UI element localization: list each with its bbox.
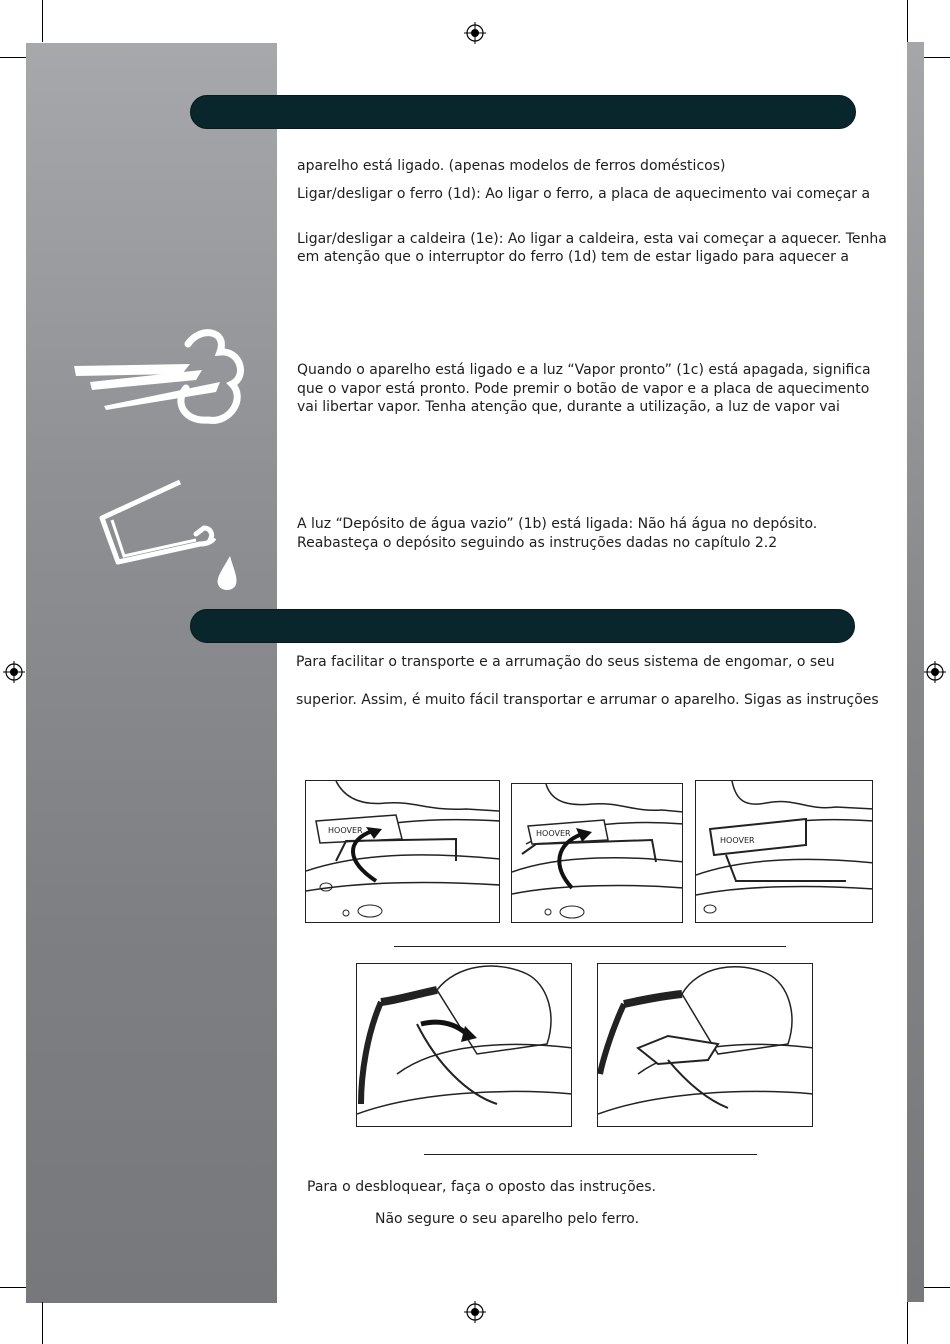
- divider-line: [424, 1154, 757, 1155]
- section-header-bar: [190, 609, 855, 643]
- lock-step-illustration-3: [695, 780, 873, 923]
- registration-mark-icon: [3, 661, 25, 683]
- brand-label: HOOVER: [536, 829, 571, 838]
- body-text-line: vai libertar vapor. Tenha atenção que, durante a utilização, a luz de vapor vai: [297, 399, 840, 415]
- section-header-bar: [190, 95, 856, 129]
- crop-mark: [924, 1287, 950, 1288]
- unlock-instruction: Para o desbloquear, faça o oposto das instruções.: [307, 1179, 657, 1195]
- right-edge-strip: [907, 42, 924, 1302]
- cord-lock-illustration-2: [597, 963, 813, 1127]
- lock-step-illustration-1: [305, 780, 500, 923]
- body-text-line: em atenção que o interruptor do ferro (1d) tem de estar ligado para aquecer a: [297, 249, 849, 265]
- body-text-line: Ligar/desligar o ferro (1d): Ao ligar o ferro, a placa de aquecimento vai começar a: [297, 186, 871, 202]
- brand-label: HOOVER: [328, 826, 363, 835]
- body-text-line: Reabasteça o depósito seguindo as instruções dadas no capítulo 2.2: [297, 535, 778, 551]
- crop-mark: [0, 57, 26, 58]
- crop-mark: [42, 1302, 43, 1344]
- grey-sidebar: [26, 43, 277, 1303]
- body-text-line: que o vapor está pronto. Pode premir o botão de vapor e a placa de aquecimento: [297, 381, 870, 397]
- crop-mark: [42, 0, 43, 42]
- crop-mark: [0, 1287, 26, 1288]
- crop-mark: [907, 0, 908, 42]
- warning-text: Não segure o seu aparelho pelo ferro.: [375, 1211, 640, 1227]
- body-text-line: Para facilitar o transporte e a arrumação do seus sistema de engomar, o seu: [296, 654, 835, 670]
- steam-icon: [70, 328, 255, 428]
- water-tank-icon: [96, 478, 246, 596]
- body-text-line: superior. Assim, é muito fácil transportar e arrumar o aparelho. Sigas as instruções: [296, 692, 879, 708]
- body-text-line: Ligar/desligar a caldeira (1e): Ao ligar a caldeira, esta vai começar a aquecer. Tenha: [297, 231, 887, 247]
- cord-lock-illustration-1: [356, 963, 572, 1127]
- registration-mark-icon: [464, 1301, 486, 1323]
- body-text-line: A luz “Depósito de água vazio” (1b) está ligada: Não há água no depósito.: [297, 516, 818, 532]
- body-text-line: aparelho está ligado. (apenas modelos de ferros domésticos): [297, 158, 726, 174]
- brand-label: HOOVER: [720, 836, 755, 845]
- lock-step-illustration-2: [511, 783, 683, 923]
- registration-mark-icon: [464, 22, 486, 44]
- body-text-line: Quando o aparelho está ligado e a luz “Vapor pronto” (1c) está apagada, significa: [297, 362, 871, 378]
- crop-mark: [907, 1302, 908, 1344]
- registration-mark-icon: [924, 661, 946, 683]
- divider-line: [394, 946, 786, 947]
- crop-mark: [924, 57, 950, 58]
